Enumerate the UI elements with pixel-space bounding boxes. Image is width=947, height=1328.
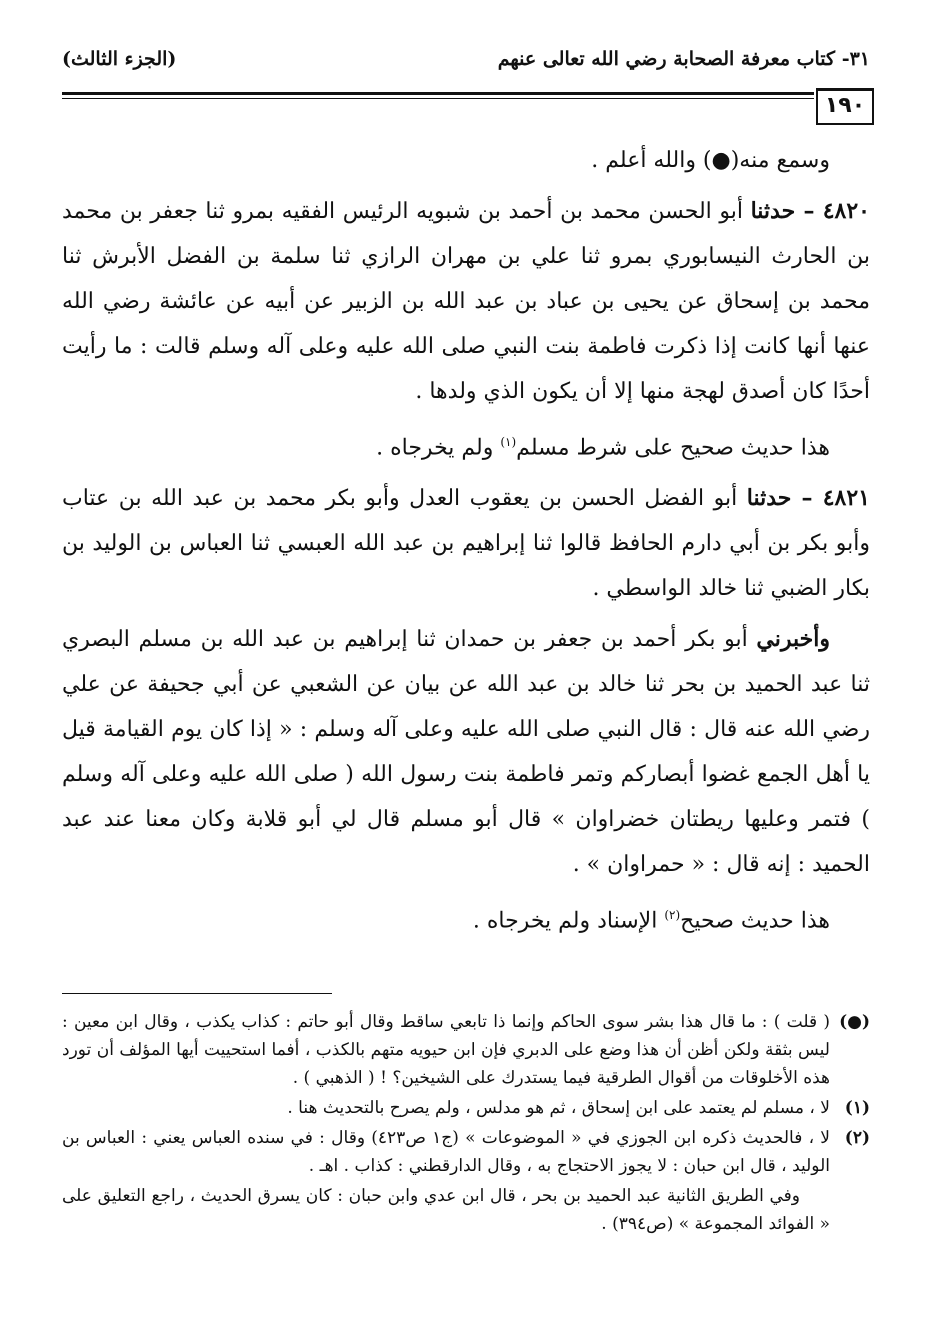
hadith-number: ٤٨٢١ – حدثنا bbox=[746, 485, 870, 512]
paragraph bbox=[62, 138, 870, 183]
header-rule-thin bbox=[62, 98, 814, 99]
footnote-continuation bbox=[62, 1182, 870, 1238]
paragraph-text: وسمع منه(●) والله أعلم . bbox=[591, 148, 830, 173]
footnote-ref: (١) bbox=[500, 435, 517, 449]
header-title: ٣١- كتاب معرفة الصحابة رضي الله تعالى عنهم bbox=[497, 48, 870, 70]
grading-tail: الإسناد ولم يخرجاه . bbox=[472, 908, 665, 934]
footnote bbox=[62, 1124, 870, 1180]
footnote-text: ( قلت ) : ما قال هذا بشر سوى الحاكم وإنما ذا تابعي ساقط وقال أبو حاتم : كذاب يكذب ، وقال ابن معين : ليس بثقة ولكن أظن أن هذا وضع على الدبري فإن ابن حيويه متهم بالكذب ، أفما استحييت أيها المؤلف أن تورد هذه الأخلوقات من أقوال الطرقية فيما يستدرك على الشيخين؟ ! ( الذهبي ) . bbox=[62, 1012, 830, 1088]
footnote-text: وفي الطريق الثانية عبد الحميد بن بحر ، قال ابن عدي وابن حبان : كان يسرق الحديث ، راجع التعليق على « الفوائد المجموعة » (ص٣٩٤) . bbox=[62, 1186, 830, 1234]
footnotes bbox=[62, 1008, 870, 1240]
header-rule-thick bbox=[62, 92, 814, 95]
grading-text: هذا حديث صحيح على شرط مسلم bbox=[516, 435, 830, 461]
footnote-mark bbox=[830, 1182, 870, 1238]
page-number: ١٩٠ bbox=[816, 88, 874, 125]
main-text bbox=[62, 138, 870, 950]
grading-tail: ولم يخرجاه . bbox=[376, 435, 501, 461]
grading-paragraph bbox=[62, 420, 870, 470]
footnote-mark: (٢) bbox=[844, 1128, 870, 1148]
footnote-ref: (٢) bbox=[664, 908, 681, 923]
grading-paragraph bbox=[62, 893, 870, 943]
grading-text: هذا حديث صحيح bbox=[680, 908, 830, 934]
footnote bbox=[62, 1094, 870, 1122]
hadith-text: أبو الفضل الحسن بن يعقوب العدل وأبو بكر محمد بن عبد الله بن عتاب وأبو بكر بن أبي دارم الحافظ قالوا ثنا إبراهيم بن عبد الله العبسي ثنا العباس بن الوليد بن بكار الضبي ثنا خالد الواسطي . bbox=[62, 486, 870, 602]
footnote bbox=[62, 1008, 870, 1092]
hadith-4821 bbox=[62, 476, 870, 611]
chain-paragraph bbox=[62, 617, 870, 887]
footnote-text: لا ، فالحديث ذكره ابن الجوزي في « الموضوعات » (ج١ ص٤٢٣) وقال : في سنده العباس يعني : العباس بن الوليد ، قال ابن حبان : لا يجوز الاحتجاج به ، وقال الدارقطني : كذاب . اهـ . bbox=[62, 1128, 830, 1176]
footnote-mark: (●) bbox=[839, 1012, 870, 1032]
volume-label: (الجزء الثالث) bbox=[62, 48, 177, 70]
chain-keyword: وأخبرني bbox=[756, 626, 830, 653]
hadith-4820 bbox=[62, 189, 870, 414]
running-header bbox=[62, 48, 870, 88]
footnote-text: لا ، مسلم لم يعتمد على ابن إسحاق ، ثم هو مدلس ، ولم يصرح بالتحديث هنا . bbox=[287, 1098, 830, 1118]
footnote-mark: (١) bbox=[844, 1098, 870, 1118]
footnote-separator bbox=[62, 993, 332, 994]
hadith-number: ٤٨٢٠ – حدثنا bbox=[750, 198, 870, 224]
hadith-text: أبو الحسن محمد بن أحمد بن شبويه الرئيس الفقيه بمرو ثنا جعفر بن محمد بن الحارث النيسابوري بمرو ثنا علي بن مهران الرازي ثنا سلمة بن الفضل الأبرش ثنا محمد بن إسحاق عن يحيى بن عباد بن عبد الله بن الزبير عن أبيه عن عائشة رضي الله عنها أنها كانت إذا ذكرت فاطمة بنت النبي صلى الله عليه وعلى آله وسلم قالت : ما رأيت أحدًا كان أصدق لهجة منها إلا أن يكون الذي ولدها . bbox=[62, 199, 870, 404]
chain-text: أبو بكر أحمد بن جعفر بن حمدان ثنا إبراهيم بن عبد الله بن مسلم البصري ثنا عبد الحميد بن بحر ثنا خالد بن عبد الله عن بيان عن الشعبي عن أبي جحيفة عن علي رضي الله عنه قال : قال النبي صلى الله عليه وعلى آله وسلم : « إذا كان يوم القيامة قيل يا أهل الجمع غضوا أبصاركم وتمر فاطمة بنت رسول الله ( صلى الله عليه وعلى آله وسلم ) فتمر وعليها ريطتان خضراوان » قال أبو مسلم قال لي أبو قلابة وكان معنا عند عبد الحميد : إنه قال : « حمراوان » . bbox=[62, 627, 870, 878]
